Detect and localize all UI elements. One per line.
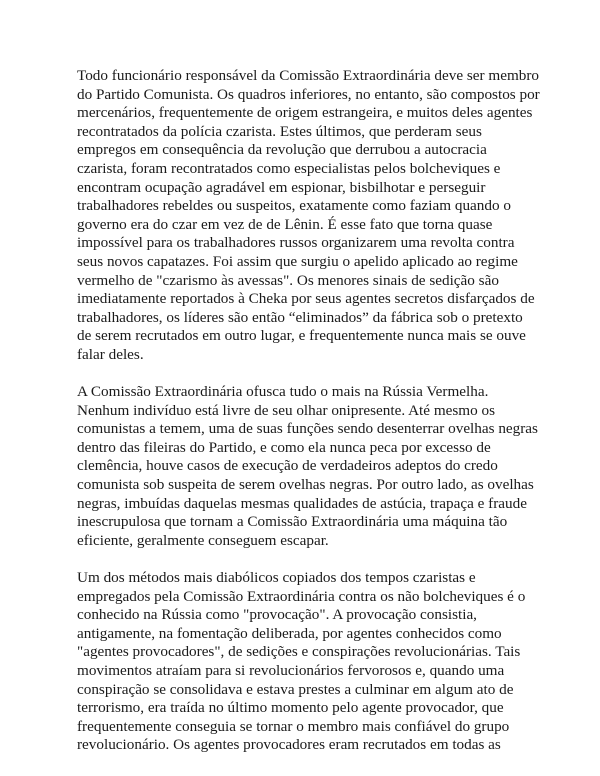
text-line: movimentos atraíam para si revolucionários fervorosos e, quando uma <box>77 662 505 679</box>
text-line: governo era do czar em vez de de Lênin. É esse fato que torna quase <box>77 215 493 233</box>
text-line: empregos em consequência da revolução que derrubou a autocracia <box>77 141 487 159</box>
text-line: comunistas a temem, uma de suas funções sendo desenterrar ovelhas negras <box>77 420 538 438</box>
text-line: inescrupulosa que tornam a Comissão Extraordinária uma máquina tão <box>77 513 508 531</box>
text-line: conhecido na Rússia como "provocação". A provocação consistia, <box>77 606 477 624</box>
text-line: dentro das fileiras do Partido, e como ela nunca peca por excesso de <box>77 438 491 456</box>
text-line: do Partido Comunista. Os quadros inferiores, no entanto, são compostos por <box>77 85 540 103</box>
text-line: eficiente, geralmente conseguem escapar. <box>77 531 329 549</box>
text-line: trabalhadores rebeldes ou suspeitos, exatamente como faziam quando o <box>77 197 511 215</box>
text-line: trabalhadores, os líderes são então “eliminados” da fábrica sob o pretexto <box>77 308 523 326</box>
text-line: terrorismo, era traída no último momento pelo agente provocador, que <box>77 699 504 717</box>
text-line: Um dos métodos mais diabólicos copiados dos tempos czaristas e <box>77 569 476 587</box>
text-line: mercenários, frequentemente de origem estrangeira, e muitos deles agentes <box>77 104 533 122</box>
text-line: empregados pela Comissão Extraordinária contra os não bolcheviques é o <box>77 587 526 605</box>
paragraph <box>77 569 537 755</box>
text-line: negras, imbuídas daquelas mesmas qualidades de astúcia, trapaça e fraude <box>77 494 527 512</box>
text-line: Nenhum indivíduo está livre de seu olhar onipresente. Até mesmo os <box>77 401 495 419</box>
text-line: seus novos capatazes. Foi assim que surgiu o apelido aplicado ao regime <box>77 252 518 270</box>
text-line: clemência, houve casos de execução de verdadeiros adeptos do credo <box>77 457 498 475</box>
text-line: Todo funcionário responsável da Comissão Extraordinária deve ser membro <box>77 67 540 84</box>
text-line: de serem recrutados em outro lugar, e frequentemente nunca mais se ouve <box>77 327 526 345</box>
text-line: antigamente, na fomentação deliberada, por agentes conhecidos como <box>77 624 502 642</box>
text-line: impossível para os trabalhadores russos organizarem uma revolta contra <box>77 234 515 252</box>
text-line: conspiração se consolidava e estava prestes a culminar em algum ato de <box>77 680 514 698</box>
paragraph <box>77 67 540 365</box>
text-line: comunista sob suspeita de serem ovelhas negras. Por outro lado, as ovelhas <box>77 476 534 494</box>
text-line: falar deles. <box>77 345 144 363</box>
text-line: frequentemente conseguia se tornar o membro mais confiável do grupo <box>77 717 510 735</box>
text-line: "agentes provocadores", de sedições e conspirações revolucionárias. Tais <box>77 643 521 661</box>
text-line: vermelho de "czarismo às avessas". Os menores sinais de sedição são <box>77 271 499 289</box>
paragraph <box>77 383 537 550</box>
text-line: encontram ocupação agradável em espionar, bisbilhotar e perseguir <box>77 178 486 196</box>
text-line: czarista, foram recontratados como especialistas pelos bolcheviques e <box>77 159 501 177</box>
text-line: revolucionário. Os agentes provocadores eram recrutados em todas as <box>77 736 501 754</box>
document-body <box>77 67 540 774</box>
text-line: imediatamente reportados à Cheka por seus agentes secretos disfarçados de <box>77 290 535 308</box>
text-line: recontratados da polícia czarista. Estes últimos, que perderam seus <box>77 122 482 140</box>
text-line: A Comissão Extraordinária ofusca tudo o mais na Rússia Vermelha. <box>77 383 489 401</box>
